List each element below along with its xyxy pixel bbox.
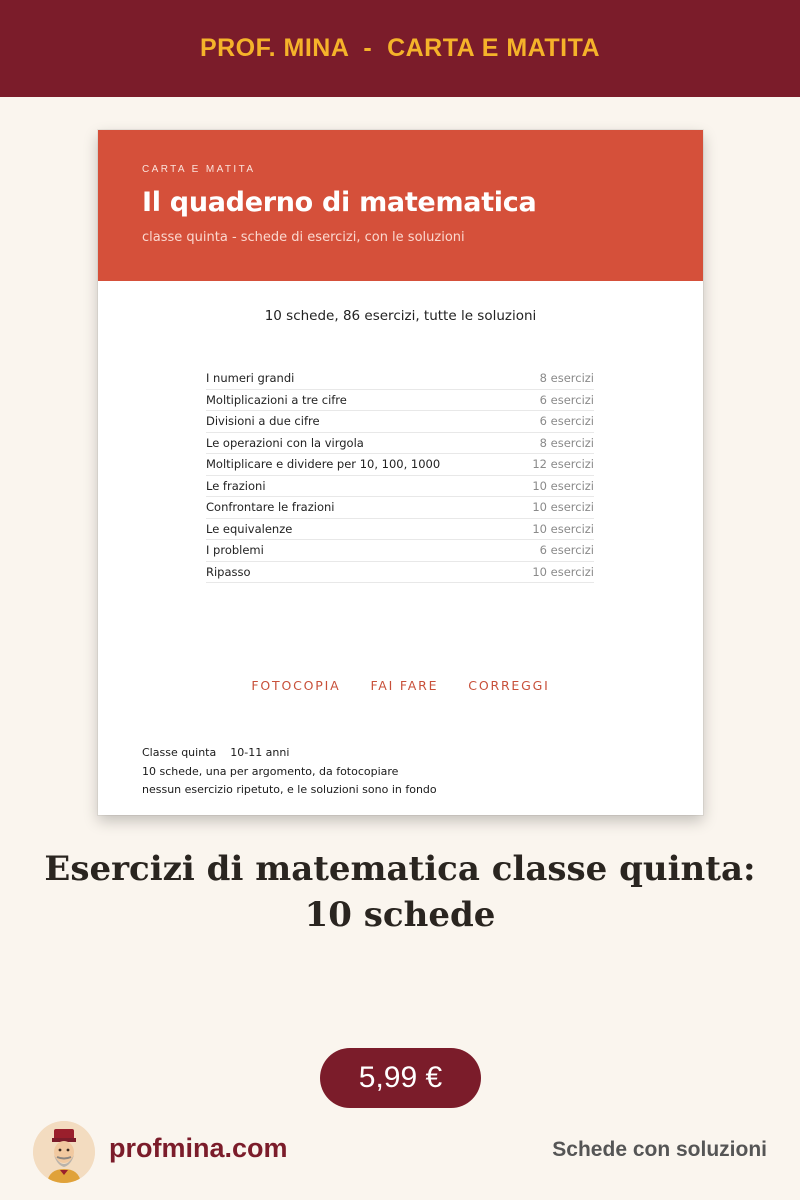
toc-row [206, 390, 594, 412]
toc-count: 10 esercizi [532, 564, 594, 579]
toc-row [206, 476, 594, 498]
toc-topic: Moltiplicazioni a tre cifre [206, 392, 347, 407]
toc-count: 6 esercizi [539, 414, 594, 429]
table-of-contents [206, 368, 594, 583]
toc-row [206, 368, 594, 390]
toc-row [206, 562, 594, 584]
toc-count: 10 esercizi [532, 521, 594, 536]
worksheet-title: Il quaderno di matematica [142, 187, 537, 218]
worksheet-preview [98, 130, 703, 815]
toc-count: 8 esercizi [539, 371, 594, 386]
toc-topic: I problemi [206, 543, 264, 558]
price-badge: 5,99 € [320, 1048, 481, 1108]
footer-line-solutions: nessun esercizio ripetuto, e le soluzioni sono in fondo [142, 783, 437, 796]
top-banner [0, 0, 800, 97]
toc-topic: Le equivalenze [206, 521, 293, 536]
action-correggi: CORREGGI [468, 678, 550, 693]
toc-topic: Divisioni a due cifre [206, 414, 320, 429]
toc-row [206, 540, 594, 562]
worksheet-kicker: CARTA E MATITA [142, 164, 256, 175]
footer-line-sheets: 10 schede, una per argomento, da fotocopiare [142, 764, 399, 778]
toc-topic: Le operazioni con la virgola [206, 435, 364, 450]
toc-count: 10 esercizi [532, 500, 594, 515]
action-fotocopia: FOTOCOPIA [251, 678, 341, 693]
toc-topic: Confrontare le frazioni [206, 500, 335, 515]
banner-title: PROF. MINA - CARTA E MATITA [199, 34, 601, 62]
toc-topic: Moltiplicare e dividere per 10, 100, 1000 [206, 457, 441, 472]
toc-row [206, 519, 594, 541]
worksheet-subtitle: classe quinta - schede di esercizi, con le soluzioni [142, 230, 465, 245]
toc-count: 6 esercizi [539, 543, 594, 558]
toc-row [206, 433, 594, 455]
footer-line-grade: Classe quinta 10-11 anni [142, 746, 290, 759]
toc-row [206, 497, 594, 519]
toc-row [206, 411, 594, 433]
toc-count: 12 esercizi [532, 457, 594, 472]
toc-topic: Le frazioni [206, 478, 266, 493]
product-heading [0, 846, 800, 938]
heading-line-1: Esercizi di matematica classe quinta: [44, 849, 756, 889]
worksheet-header [98, 130, 703, 281]
toc-topic: Ripasso [206, 564, 251, 579]
toc-count: 8 esercizi [539, 435, 594, 450]
worksheet-summary: 10 schede, 86 esercizi, tutte le soluzioni [264, 308, 537, 324]
toc-count: 10 esercizi [532, 478, 594, 493]
worksheet-footer [142, 744, 437, 800]
teacher-portrait-icon [33, 1121, 95, 1183]
toc-topic: I numeri grandi [206, 371, 295, 386]
toc-row [206, 454, 594, 476]
worksheet-actions [98, 678, 703, 693]
toc-count: 6 esercizi [539, 392, 594, 407]
brand-tagline: Schede con soluzioni [552, 1138, 767, 1161]
action-fai-fare: FAI FARE [370, 678, 439, 693]
brand-website: profmina.com [109, 1133, 288, 1163]
heading-line-2: 10 schede [304, 895, 496, 935]
